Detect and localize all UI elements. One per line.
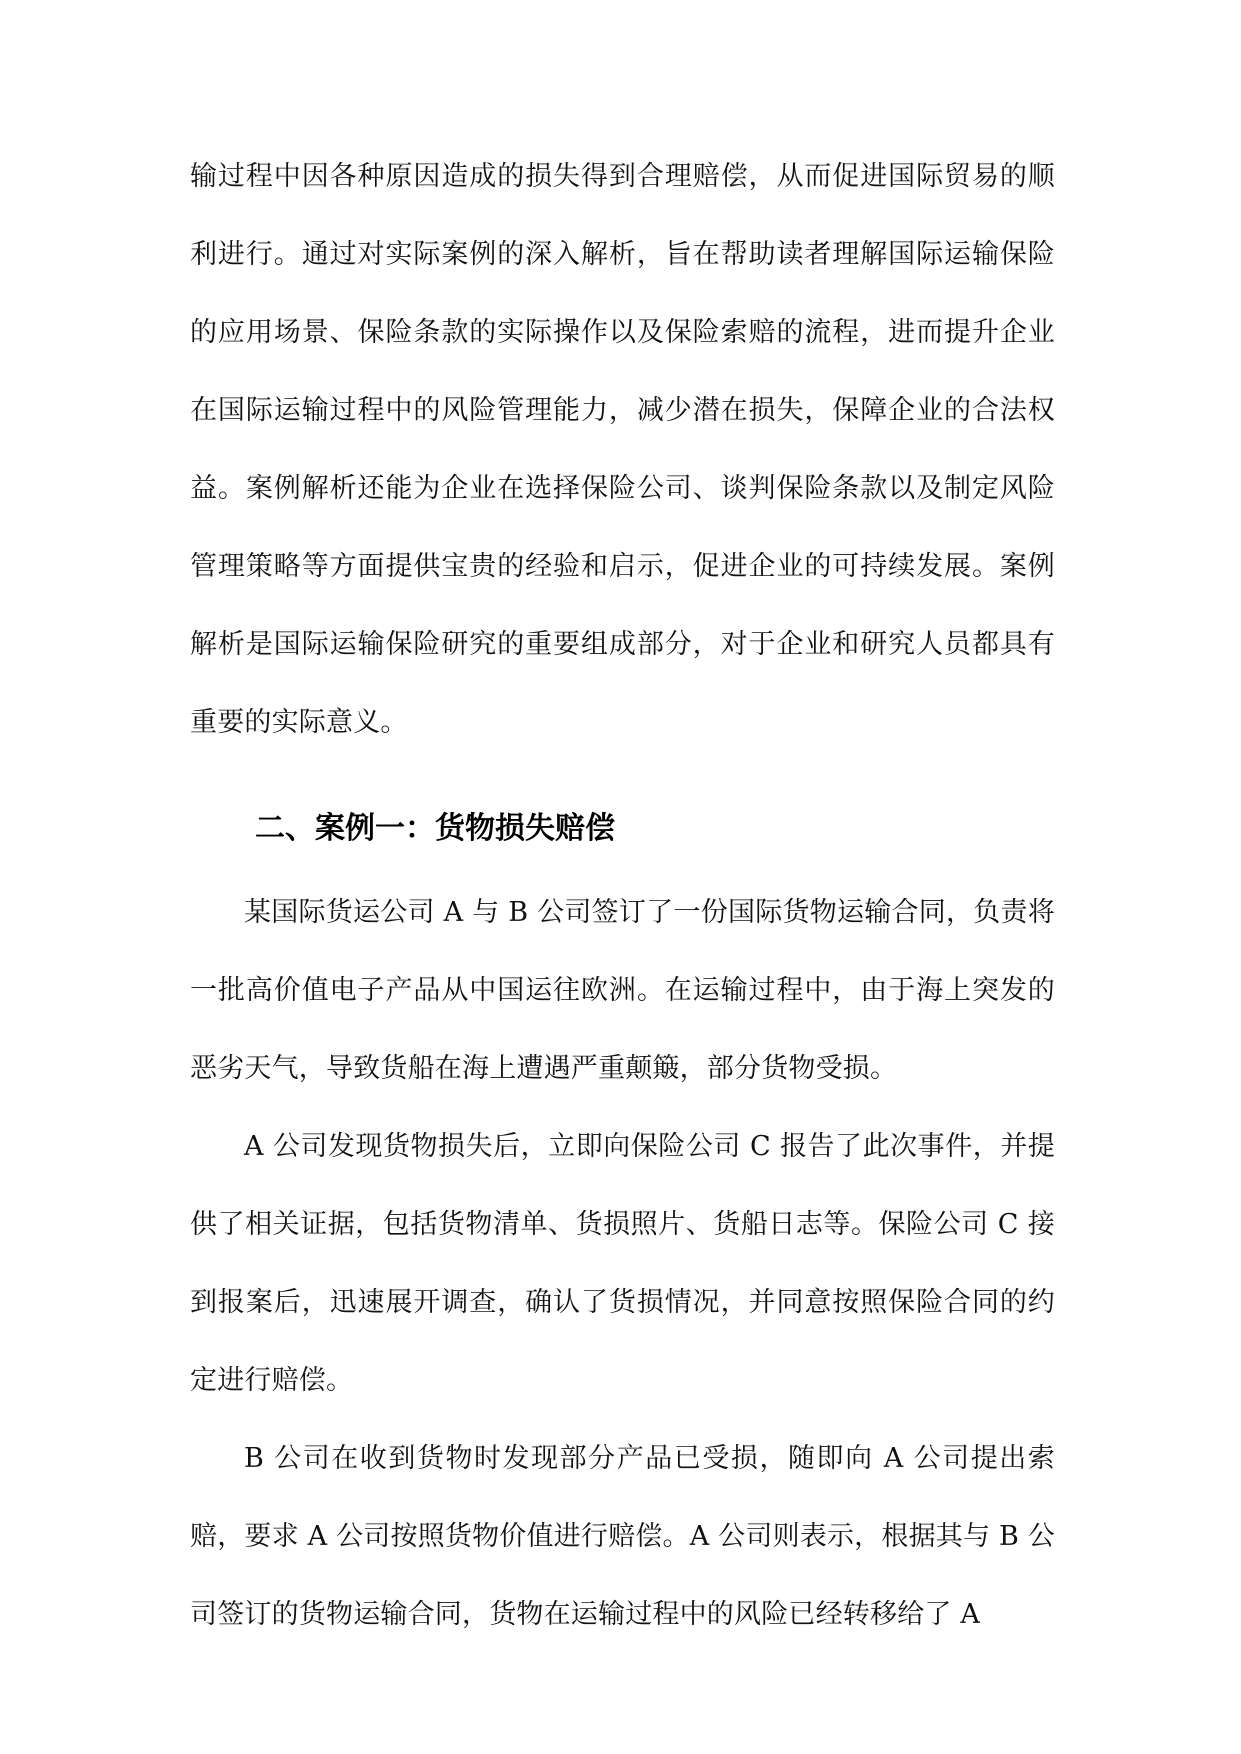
intro-paragraph: 输过程中因各种原因造成的损失得到合理赔偿，从而促进国际贸易的顺利进行。通过对实际案例的深入解析，旨在帮助读者理解国际运输保险的应用场景、保险条款的实际操作以及保险索赔的流程，进而提升企业在国际运输过程中的风险管理能力，减少潜在损失，保障企业的合法权益。案例解析还能为企业在选择保险公司、谈判保险条款以及制定风险管理策略等方面提供宝贵的经验和启示，促进企业的可持续发展。案例解析是国际运输保险研究的重要组成部分，对于企业和研究人员都具有重要的实际意义。 xyxy=(190,161,1055,738)
document-body xyxy=(190,138,1055,1654)
case-paragraph-3: B 公司在收到货物时发现部分产品已受损，随即向 A 公司提出索赔，要求 A 公司按照货物价值进行赔偿。A 公司则表示，根据其与 B 公司签订的货物运输合同，货物在运输过程中的风险已经转移给了 A xyxy=(190,1443,1055,1630)
spacer xyxy=(190,762,1055,792)
section-heading: 二、案例一：货物损失赔偿 xyxy=(255,811,615,846)
spacer xyxy=(190,866,1055,874)
case-paragraph-1: 某国际货运公司 A 与 B 公司签订了一份国际货物运输合同，负责将一批高价值电子产品从中国运往欧洲。在运输过程中，由于海上突发的恶劣天气，导致货船在海上遭遇严重颠簸，部分货物受损。 xyxy=(190,897,1055,1084)
case-paragraph-2: A 公司发现货物损失后，立即向保险公司 C 报告了此次事件，并提供了相关证据，包括货物清单、货损照片、货船日志等。保险公司 C 接到报案后，迅速展开调查，确认了货损情况，并同意按照保险合同的约定进行赔偿。 xyxy=(190,1131,1055,1396)
